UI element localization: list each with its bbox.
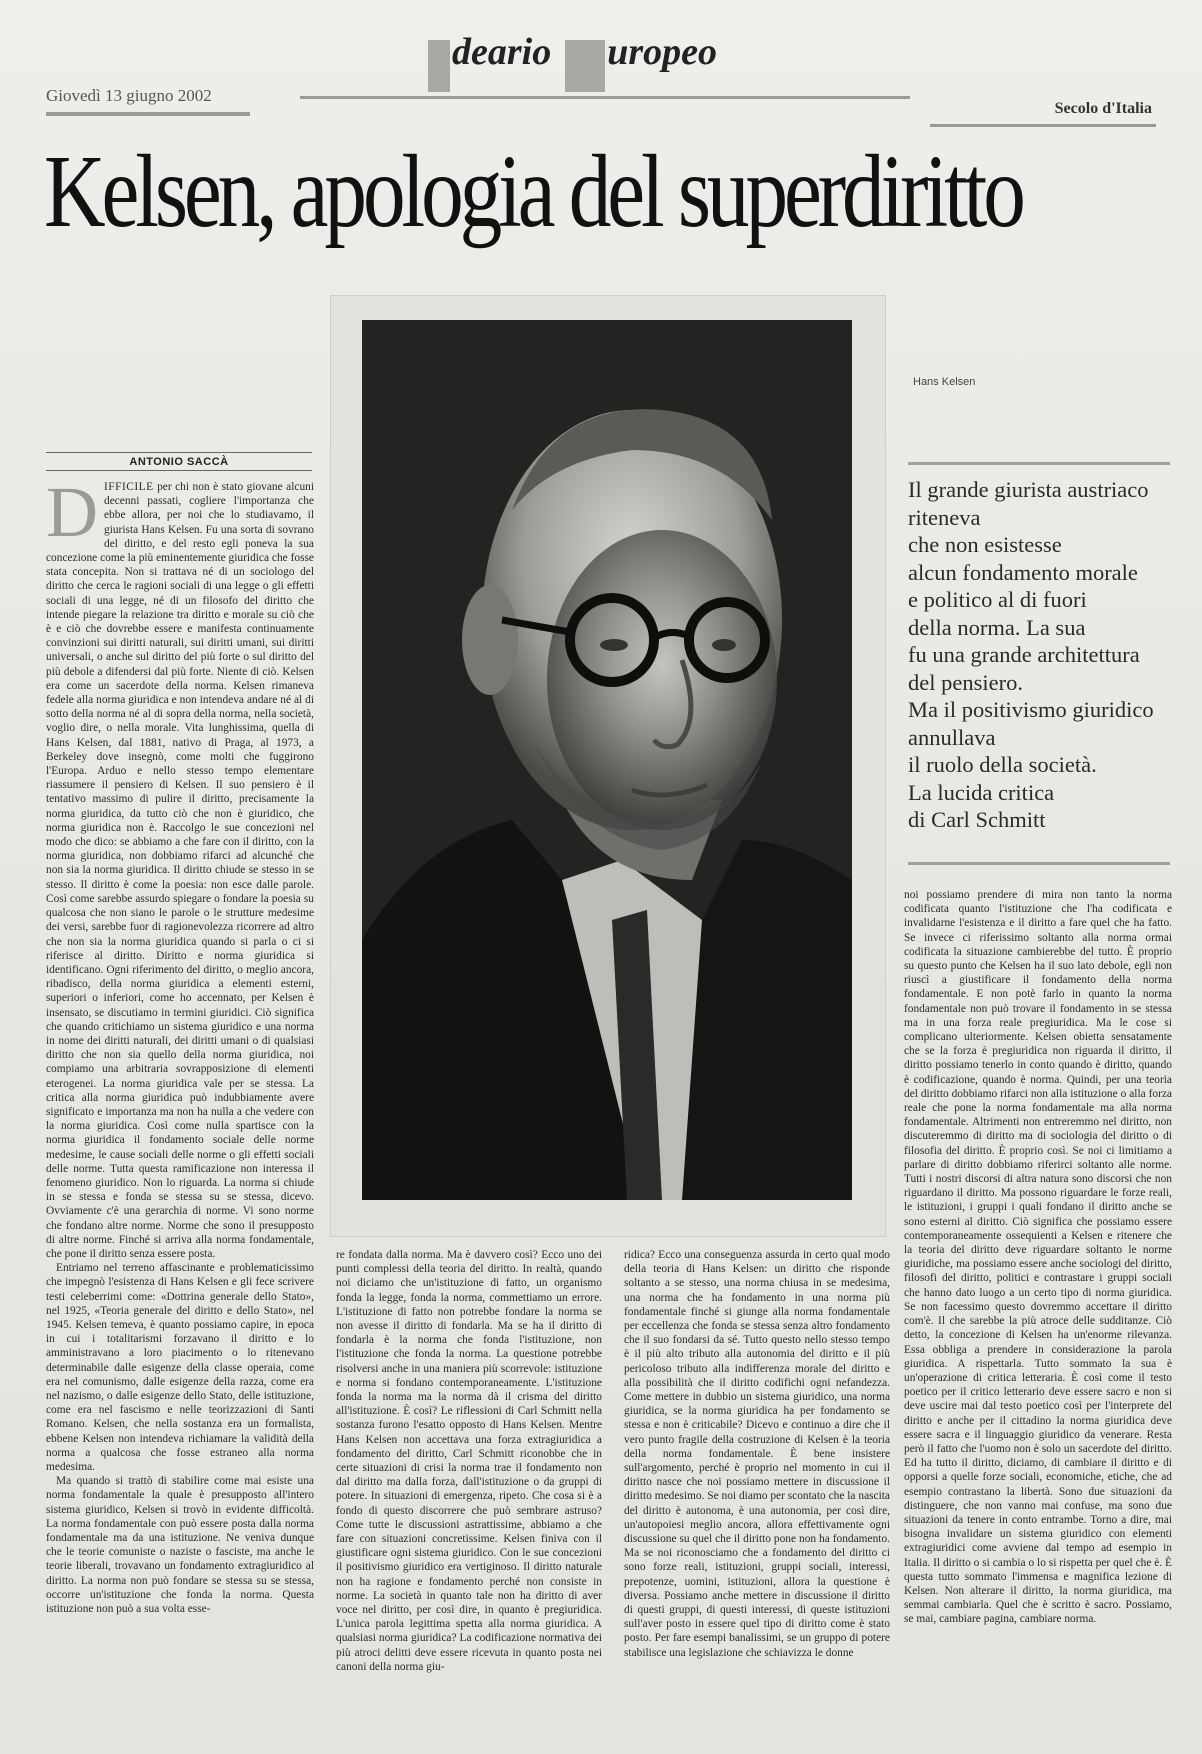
header-rule-left <box>46 112 250 116</box>
article-column-2 <box>336 1248 602 1735</box>
portrait-illustration <box>362 320 852 1200</box>
pull-quote-line: Ma il positivismo giuridico <box>908 697 1154 722</box>
photo-caption: Hans Kelsen <box>913 376 976 388</box>
article-column-3 <box>624 1248 890 1735</box>
pull-quote-rule-top <box>908 462 1170 465</box>
opening-paragraph <box>46 480 314 1261</box>
pull-quote-line: La lucida critica <box>908 779 1055 805</box>
newspaper-name: Secolo d'Italia <box>1054 100 1152 117</box>
pull-quote-line: di Carl Schmitt <box>908 807 1046 832</box>
header-rule-right <box>930 124 1156 127</box>
paragraph: Ma quando si trattò di stabilire come mai esiste una norma fondamentale la quale è presupposto all'intero sistema giuridico, Kelsen si trovò in evidente difficoltà. La norma fondamentale con può essere posta dalla norma fondamentale ma da una istituzione. Ne veniva dunque che le teorie comuniste o naziste o fasciste, ma anche le teorie liberali, trovavano un fondamento extragiuridico al diritto. La norma non può fondare se stessa su se stessa, occorre un'istituzione che fonda la norma. Questa istituzione non può a sua volta esse- <box>46 1475 314 1616</box>
rubric-initial-block-e: E <box>565 40 605 92</box>
pull-quote-line: Il grande giurista austriaco <box>908 477 1149 502</box>
pull-quote-line: alcun fondamento morale <box>908 559 1138 585</box>
paragraph: noi possiamo prendere di mira non tanto la norma codificata quanto l'istituzione che l'ha codificata e invalidarne l'esistenza e il diritto a fare quel che ha fatto. Se invece ci riferissimo soltanto alla norma ormai codificata la situazione cambierebbe del tutto. È proprio su questo punto che Kelsen ha il suo lato debole, egli non riuscì a giustificare il fondamento della norma fondamentale. E non potè farlo in quanto la norma fondamentale non può trovare il fondamento in se stessa ma in una forza reale pregiuridica. Ma le cose si complicano ulteriormente. Kelsen obietta sensatamente che se la forza è pregiuridica non riguarda il diritto, il diritto possiamo tenerlo in conto quando è diritto, quando è codificazione, quando è norma. Quindi, per una teoria del diritto dobbiamo rifarci non alla istituzione o alla forza reale che pone la norma fondamentale ma alla norma fondamentale. Altrimenti non entreremmo nel diritto, non discuteremmo di diritto ma di sociologia del diritto o di filosofia del diritto. È proprio così. Se noi ci limitiamo a parlare di diritto dobbiamo riferirci soltanto alle norme. Tutti i nostri discorsi di altra natura sono discorsi che non riguardano il diritto. Ma possono riguardare le forze reali, le istituzioni, i gruppi i quali fondano il diritto anche se sono esterni al diritto. Ciò significa che possiamo essere contemporaneamente ossequienti a Kelsen e ritenere che la teoria del diritto deve riguardare soltanto le norme giuridiche, ma possiamo essere anche sociologi del diritto, filosofi del diritto, politici e contrastare i gruppi sociali che hanno dato luogo a un certo tipo di norma giuridica. Se non facessimo questo dovremmo accettare il diritto com'è. Il che sarebbe la più atroce delle sudditanze. Ciò detto, la concezione di Kelsen ha un'enorme rilevanza. Essa obbliga a prendere in considerazione la parola giuridica. A rispettarla. Tutto sommato la sua è un'operazione di critica letteraria. È così come il testo poetico per il critico letterario deve essere sacro e non si deve uscire mai dal testo poetico così per l'interprete del diritto e anche per il cittadino la norma giuridica deve essere sacra e il linguaggio giuridico da venerare. Resta però il fatto che l'uomo non è solo un sacerdote del diritto. Ed ha tutto il diritto, diciamo, di cambiare il diritto e di opporsi a quelle forze sociali, economiche, etiche, che ad esempio contrastano la libertà. Sono due situazioni da distinguere, che non vanno mai confuse, ma sono due situazioni da tenere in conto entrambe. Torno a dire, mai bisogna invalidare un sistema giuridico con elementi extragiuridici come avviene dal tempo ad esempio in Italia. Il diritto o si cambia o lo si rispetta per quel che è. È questa tutto sommato l'immensa e magnifica lezione di Kelsen. Non alterare il diritto, la norma giuridica, ma semmai cambiarla. Quel che è scritto è sacro. Possiamo, se mai, cambiare pagina, cambiare norma. <box>904 889 1172 1626</box>
paragraph: re fondata dalla norma. Ma è davvero così? Ecco uno dei punti complessi della teoria del diritto. In realtà, quando noi diciamo che un'istituzione di fatto, un organismo fonda la legge, fonda la norma, commettiamo un errore. L'istituzione di fatto non potrebbe fondare la norma se non avesse il diritto di fondarla. Ma se ha il diritto di fondarla è la norma che fonda l'istituzione, non l'istituzione che fonda la norma. La questione potrebbe risolversi anche in una maniera più scorrevole: istituzione e norma si fondano contemporaneamente. L'istituzione fonda la norma ma la norma dà il crisma del diritto all'istituzione. È così? Le riflessioni di Carl Schmitt nella sostanza furono l'esatto opposto di Hans Kelsen. Mentre Hans Kelsen non accettava una forza extragiuridica a fondamento del diritto, Carl Schmitt riconobbe che in certe situazioni di crisi la norma trae il fondamento non dal diritto ma dalla forza, dall'istituzione o da gruppi di potere. In situazioni di emergenza, ripeto. Che cosa si è a fondo di questo discorrere che può sembrare astruso? Come tutte le discussioni astrattissime, abbiamo a che fare con situazioni concretissime. Kelsen finiva con il giustificare ogni sistema giuridico. Con le sue concezioni il positivismo giuridico era vertiginoso. Il diritto naturale non ha ragione e fondamento perché non consiste in norme. La società in quanto tale non ha diritto di aver voce nel diritto, per così dire, in quanto è pregiuridica. L'unica parola legittima spetta alla norma giuridica. A qualsiasi norma giuridica? La codificazione normativa dei più atroci delitti deve essere ricevuta in quanto posta nei canoni della norma giu- <box>336 1249 602 1673</box>
portrait-photo <box>362 320 852 1200</box>
headline: Kelsen, apologia del superdiritto <box>44 134 1022 249</box>
opening-caps: IFFICILE <box>104 481 154 493</box>
pull-quote <box>908 476 1170 834</box>
pull-quote-line: della norma. La sua <box>908 614 1086 640</box>
paragraph: ridica? Ecco una conseguenza assurda in certo qual modo della teoria di Hans Kelsen: un diritto che risponde soltanto a se stesso, una norma chiusa in se medesima, una norma che ha fondamento in una norma più fondamentale finché si giunge alla norma fondamentale per eccellenza che fonda se stessa senza altro fondamento che il suo fondarsi da sé. Tutto questo nello stesso tempo è il più alto tributo alla autonomia del diritto e il più pericoloso tributo alla indifferenza morale del diritto e alla possibilità che il diritto codifichi ogni nefandezza. Come mettere in dubbio un sistema giuridico, una norma giuridica, se la norma giuridica ha per fondamento se stessa e non è criticabile? Dicevo e continuo a dire che il vero punto fragile della costruzione di Kelsen è la teoria della norma fondamentale. È bene insistere sull'argomento, perché è proprio nel momento in cui il diritto nasce che noi possiamo mettere in discussione il diritto medesimo. Se noi diamo per scontato che la nascita del diritto è autonoma, è una autonomia, per così dire, un'autopoiesi meglio ancora, allora effettivamente ogni discussione su quel che il diritto pone non ha fondamento. Ma se noi riconosciamo che a fondamento del diritto ci sono forze reali, istituzioni, gruppi sociali, interessi, prepotenze, uomini, istituzioni, allora la questione è diversa. Possiamo anche mettere in discussione il diritto di questi gruppi, di questi interessi, di queste istituzioni sull'aver posto in essere quel tipo di diritto come è stato posto. Per fare esempi banalissimi, se un gruppo di potere stabilisce una legislazione che schiavizza le donne <box>624 1249 890 1659</box>
rubric-word-2: uropeo <box>607 31 718 73</box>
drop-cap: D <box>46 480 98 552</box>
pull-quote-line: che non esistesse <box>908 532 1062 557</box>
paragraph: Entriamo nel terreno affascinante e problematicissimo che impegnò l'esistenza di Hans Kelsen e gli fece scrivere testi celeberrimi come: «Dottrina generale dello Stato», nel 1925, «Teoria generale del diritto e dello Stato», nel 1945. Kelsen temeva, è quanto possiamo capire, in epoca in cui i totalitarismi forzavano il diritto e lo amministravano a loro piacimento o lo ritenevano determinabile dalle esigenze della classe operaia, come era nel comunismo, dalle esigenze della razza, come era nel nazismo, o dalle esigenze dello Stato, delle istituzione, come era nel fascismo e nelle teorizzazioni di Santi Romano. Kelsen, che nella sostanza era un formalista, ebbene Kelsen non intendeva richiamare la validità della norma a qualcosa che fosse estraneo alla norma medesima. <box>46 1262 314 1474</box>
section-rubric <box>428 30 848 102</box>
article-column-4 <box>904 888 1172 1735</box>
paragraph-text: per chi non è stato giovane alcuni decenni passati, cogliere l'importanza che ebbe allora, per noi che lo studiavamo, il giurista Hans Kelsen. Fu una sorta di sovrano del diritto, e del resto egli poneva la sua concezione come la più eminentemente giuridica che fosse stata concepita. Non si trattava né di un sociologo del diritto che cerca le ragioni sociali di una legge o gli effetti sociali di una legge, né di un filosofo del diritto che intende piegare la relazione tra diritto e morale su ciò che è e ciò che dovrebbe essere e manifesta continuamente convinzioni sui diritti naturali, sui diritti umani, sui diritti universali, o anche sul diritto del più forte o sul diritto del più debole a difendersi dal più forte. Niente di ciò. Kelsen era come un sacerdote della norma. Kelsen rimaneva fedele alla norma giuridica e non intendeva andare né al di sotto della norma né al di sopra della norma, nella società, voglio dire, o nella morale. Vita lunghissima, quella di Hans Kelsen, dal 1881, nativo di Praga, al 1973, a Berkeley dove insegnò, come molti che fuggirono l'Europa. Arduo e nello stesso tempo elementare riassumere il pensiero di Kelsen. Il suo pensiero è il tentativo massimo di pulire il diritto, precisamente la norma giuridica, da tutto ciò che non è giuridico, che norma giuridica non è. Raccolgo le sue concezioni nel modo che dico: se abbiamo a che fare con il diritto, con la norma giuridica, non dobbiamo rifarci ad alcunché che non sia la norma giuridica. Il diritto chiude se stesso in se stesso. Il diritto è come la poesia: non esce dalle parole. Così come sarebbe assurdo spiegare o fondare la poesia su qualcosa che non siano le parole o le strutture medesime dei versi, sarebbe fuor di ragionevolezza ricorrere ad altro che non sia la norma giuridica quando si parla o ci si riferisce al diritto. Diritto e norma giuridica si identificano. Ogni riferimento del diritto, o meglio ancora, ribadisco, della norma giuridica a elementi esterni, superiori o inferiori, come ho accennato, per Kelsen è insensato, se discutiamo in termini giuridici. Ciò significa che quando critichiamo un sistema giuridico e una norma in nome dei diritti naturali, dei diritti umani o di qualsiasi diritto che non sia quello della norma giuridica, noi compiamo una arbitraria sovrapposizione di elementi eterogenei. La norma giuridica vale per se stessa. La critica alla norma giuridica può indubbiamente avere significato e importanza ma non ha nulla a che vedere con la norma giuridica. Così come nulla spartisce con la norma giuridica il fondamento sociale delle norme medesime, le cause sociali delle norme o gli effetti sociali delle norme. Tutta questa ramificazione non interessa il fenomeno giuridico. Non lo riguarda. La norma si chiude in se stessa e fonda se stessa su se stessa, dicevo. Ovviamente c'è una gerarchia di norme. Vi sono norme che fondano altre norme. Norme che sono il presupposto di altre norme. Finché si arriva alla norma fondamentale, che pone il diritto senza essere posta. <box>46 481 314 1260</box>
pull-quote-line: riteneva <box>908 504 981 530</box>
pull-quote-rule-bottom <box>908 862 1170 865</box>
pull-quote-line: il ruolo della società. <box>908 752 1097 777</box>
article-column-1 <box>46 480 314 1735</box>
byline: ANTONIO SACCÀ <box>129 456 229 468</box>
rubric-word-1: deario <box>452 31 552 73</box>
pull-quote-line: fu una grande architettura <box>908 642 1140 667</box>
byline-rule-bottom <box>46 470 312 471</box>
pull-quote-line: del pensiero. <box>908 669 1023 695</box>
pull-quote-line: e politico al di fuori <box>908 587 1087 612</box>
byline-rule-top <box>46 452 312 453</box>
issue-date: Giovedì 13 giugno 2002 <box>46 86 212 105</box>
pull-quote-line: annullava <box>908 724 996 750</box>
rubric-initial-block-i: I <box>428 40 450 92</box>
